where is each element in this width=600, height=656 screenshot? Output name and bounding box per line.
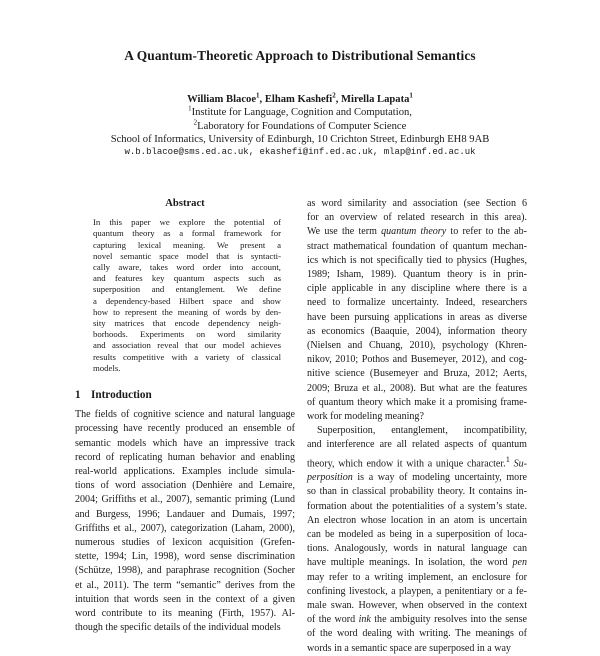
address: School of Informatics, University of Edinburgh, 10 Crichton Street, Edinburgh EH8 9AB (110, 133, 490, 145)
text-line: of the word dealing with writing. The meanings of (307, 628, 527, 640)
text-line: how to represent the meaning of words by den- (93, 306, 281, 317)
text-line: sity matrices that encode dependency neigh- (93, 318, 281, 329)
text-line: et al., 2011). The term “semantic” derives from the (75, 579, 295, 591)
text-line: of quantum theory which make it a promising frame- (307, 396, 527, 408)
text-line: a dependency-based Hilbert space and show (93, 295, 281, 306)
text-line: quantum theory as a formal framework for (93, 228, 281, 239)
text-line: (Nielsen and Chuang, 2010), psychology (Khren- (307, 340, 527, 352)
text-line: words in a semantic space are superposed in a way (307, 642, 511, 654)
text-line: for an overview of related research in this area). (307, 212, 527, 224)
text-line: semantic models which have an impressive track (75, 437, 295, 449)
author-emails: w.b.blacoe@sms.ed.ac.uk, ekashefi@inf.ed.ac.uk, mlap@inf.ed.ac.uk (124, 147, 476, 158)
text-line: confining livestock, a playpen, a penitentiary or a fe- (307, 585, 527, 597)
intro-body (75, 408, 295, 635)
text-line: may refer to a writing implement, an enclosure for (307, 571, 527, 583)
abstract-heading: Abstract (165, 198, 205, 209)
text-line: (Schütze, 1998), and paraphrase recognition (Socher (75, 565, 295, 577)
text-line: and interference are all related aspects of quantum (307, 439, 527, 451)
text-line: 2009; Bruza et al., 2008). But what are the features (307, 382, 527, 394)
text-line: novel semantic space model that is syntacti- (93, 250, 281, 261)
text-line: 1989; Isham, 1989). Quantum theory is in prin- (307, 269, 527, 281)
text-line: capturing lexical meaning. We present a (93, 239, 281, 250)
author-name: Mirella Lapata (341, 94, 410, 105)
text-line: as economics (Baaquie, 2004), information theory (307, 325, 527, 337)
text-line: results competitive with a variety of classical (93, 351, 281, 362)
text-line: so than in classical probability theory. It contains in- (307, 486, 527, 498)
text-line: and Burgess, 1996; Landauer and Dumais, 1997; (75, 508, 295, 520)
text-line: numerous studies of lexicon acquisition (Grefen- (75, 537, 295, 549)
text-line: real-world applications. Examples include simula- (75, 466, 295, 478)
text-line: 2004; Griffiths et al., 2007), semantic priming (Lund (75, 494, 295, 506)
text-line: models. (93, 362, 121, 373)
text-line: processing have recently produced an ensemble of (75, 423, 295, 435)
text-line: of the word ink the ambiguity resolves into the sense (307, 614, 527, 626)
text-line: ciple applicable in any discipline where there is a (307, 283, 527, 295)
affiliation: $^1$Institute for Language, Cognition and Computation, (188, 104, 412, 119)
right-column (307, 197, 527, 656)
text-line: The fields of cognitive science and natural language (75, 409, 295, 421)
text-line: need to formalize uncertainty. Indeed, researchers (307, 297, 527, 309)
text-line: male swan. However, when observed in the context (307, 600, 527, 612)
text-line: In this paper we explore the potential of (93, 217, 281, 228)
text-line: formation about the potentialities of a system’s state. (307, 500, 527, 512)
paper-title: A Quantum-Theoretic Approach to Distributional Semantics (124, 48, 476, 63)
text-line: can be modeled as being in a superposition of loca- (307, 529, 527, 541)
text-line: work for modeling meaning? (307, 411, 424, 423)
text-line: borhoods. Experiments on word similarity (93, 329, 281, 340)
text-line: superposition and entanglement. We define (93, 284, 281, 295)
text-line: perposition is a way of modeling uncertainty, more (307, 472, 527, 484)
text-line: nikov, 2010; Pothos and Busemeyer, 2012), and cog- (307, 354, 527, 366)
text-line: Superposition, entanglement, incompatibility, (317, 425, 527, 437)
left-column (75, 197, 295, 636)
author-name: Elham Kashefi (264, 94, 333, 105)
text-line: An electron whose location in an atom is uncertain (307, 514, 527, 526)
text-line: and association reveal that our model achieves (93, 340, 281, 351)
text-line: tions. Analogously, words in natural language can (307, 543, 527, 555)
text-line: stette, 1994; Lin, 1998), word sense discrimination (75, 551, 295, 563)
author-names: William Blacoe$^1$, Elham Kashefi$^2$, Mirella Lapata$^1$ (187, 91, 413, 105)
text-line: have been pursuing applications in areas as diverse (307, 311, 527, 323)
text-line: We use the term quantum theory to refer to the ab- (307, 226, 528, 238)
affiliation: $^2$Laboratory for Foundations of Computer Science (193, 118, 407, 132)
text-line: as word similarity and association (see Section 6 (307, 198, 527, 209)
author-name: William Blacoe (187, 94, 257, 105)
text-line: have multiple meanings. In isolation, the word pen (307, 557, 527, 569)
text-line: tions of word association (Denhière and Lemaire, (75, 480, 295, 492)
section-heading: 1 Introduction (75, 389, 152, 402)
text-line: cally aware, takes word order into account, (93, 262, 281, 273)
text-line: nitive science (Busemeyer and Bruza, 2012; Aerts, (307, 368, 527, 380)
text-line: ics which is not specifically tied to physics (Hughes, (307, 254, 527, 266)
text-line: and features key quantum aspects such as (93, 273, 281, 284)
text-line: stract mathematical foundation of quantum mechan- (307, 240, 527, 252)
abstract-body (75, 217, 295, 374)
text-line: word contribute to its meaning (Firth, 1957). Al- (75, 608, 295, 620)
text-line: Griffiths et al., 2007), categorization (Laham, 2000), (75, 522, 295, 534)
text-line: though the specific details of the individual models (75, 622, 281, 634)
text-line: theory, which endow it with a unique character.$^1$ Su- (307, 454, 527, 469)
author-block (0, 93, 600, 159)
text-line: intuition that words seen in the context of a given (75, 593, 295, 605)
text-line: record of replicating human behavior and enabling (75, 451, 295, 463)
